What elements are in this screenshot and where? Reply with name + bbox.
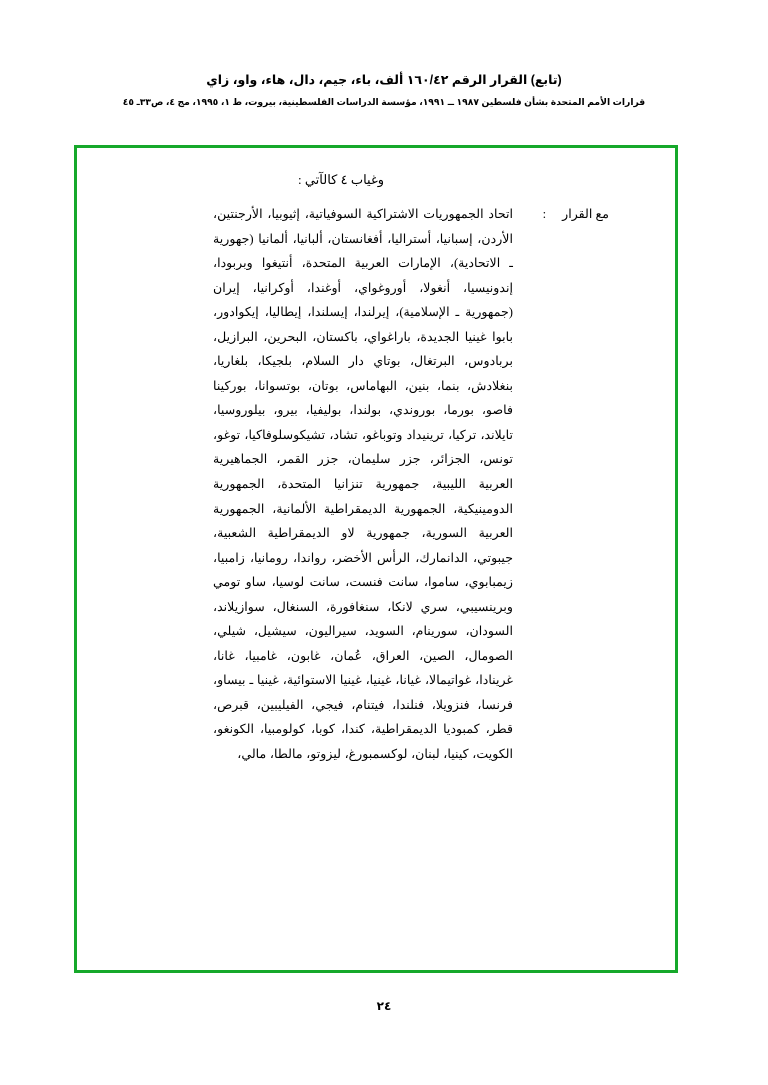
- body-label-column: [513, 202, 609, 227]
- content-frame-inner: [77, 148, 675, 970]
- resolution-body: [107, 202, 645, 767]
- page-number: ٢٤: [376, 999, 392, 1013]
- body-label-colon: :: [542, 207, 547, 221]
- page-header: [0, 72, 768, 108]
- lead-line: وغياب ٤ كالآتي :: [297, 172, 385, 187]
- content-frame: [74, 145, 678, 973]
- body-label: مع القرار: [562, 207, 609, 221]
- header-source-line: قرارات الأمم المتحدة بشأن فلسطين ١٩٨٧ ــ ١٩٩١، مؤسسة الدراسات الفلسطينية، بيروت، ط ١، ١٩٩٥، مج ٤، ص٣٣ـ ٤٥: [122, 96, 646, 107]
- country-list-text: اتحاد الجمهوريات الاشتراكية السوفياتية، إثيوبيا، الأرجنتين، الأردن، إسبانيا، أستراليا، أفغانستان، ألبانيا، ألمانيا (جهورية ـ الاتحادية)، الإمارات العربية المتحدة، أنتيغوا وبربودا، إندونيسيا، أنغولا، أوروغواي، أوغندا، أوكرانيا، إيران (جمهورية ـ الإسلامية)، إيرلندا، إيسلندا، إيطاليا، إيكوادور، بابوا غينيا الجديدة، باراغواي، باكستان، البحرين، البرازيل، بربادوس، البرتغال، بوتاي دار السلام، بلجيكا، بلغاريا، بنغلادش، بنما، بنين، البهاماس، بوتان، بوتسوانا، بوركينا فاصو، بورما، بوروندي، بولندا، بوليفيا، بيرو، بيلوروسيا، تايلاند، تركيا، ترينيداد وتوباغو، تشاد، تشيكوسلوفاكيا، توغو، تونس، الجزائر، جزر سليمان، جزر القمر، الجماهيرية العربية الليبية، جمهورية تنزانيا المتحدة، الجمهورية الدومينيكية، الجمهورية الديمقراطية الألمانية، الجمهورية العربية السورية، جمهورية لاو الديمقراطية الشعبية، جيبوتي، الدانمارك، الرأس الأخضر، رواندا، رومانيا، زامبيا، زيمبابوي، ساموا، سانت فنست، سانت لوسيا، ساو تومي وبرينسيبي، سري لانكا، سنغافورة، السنغال، سوازيلاند، السودان، سورينام، السويد، سيراليون، سيشيل، شيلي، الصومال، الصين، العراق، عُمان، غابون، غامبيا، غانا، غرينادا، غواتيمالا، غيانا، غينيا، غينيا الاستوائية، غينيا ـ بيساو، فرنسا، فنزويلا، فنلندا، فيتنام، فيجي، الفيليبين، قبرص، قطر، كمبوديا الديمقراطية، كندا، كوبا، كولومبيا، الكونغو، الكويت، كينيا، لبنان، لوكسمبورغ، ليزوتو، مالطا، مالي،: [213, 207, 513, 762]
- header-title: (تابع) القرار الرقم ١٦٠/٤٢ ألف، باء، جيم، دال، هاء، واو، زاي: [206, 73, 562, 87]
